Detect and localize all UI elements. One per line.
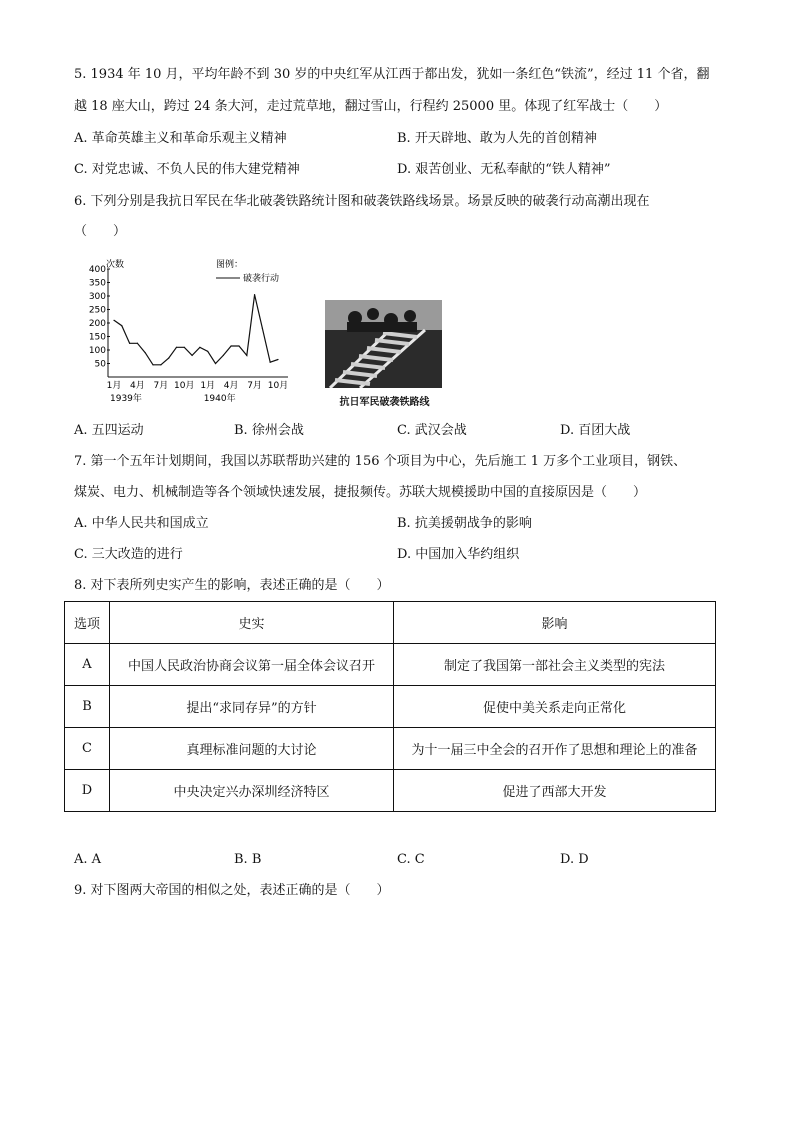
series-point bbox=[121, 325, 122, 326]
q7-option-a: A. 中华人民共和国成立 bbox=[74, 516, 209, 531]
table-cell-impact: 促进了西部大开发 bbox=[394, 770, 716, 812]
y-tick-label: 150 bbox=[88, 332, 106, 343]
y-tick-labels bbox=[89, 265, 110, 370]
series-point bbox=[176, 347, 177, 348]
q5-option-c: C. 对党忠诚、不负人民的伟大建党精神 bbox=[74, 162, 300, 177]
q6-option-d: D. 百团大战 bbox=[560, 423, 631, 438]
q6-stem-line2: （ ） bbox=[74, 224, 127, 239]
series-point bbox=[129, 343, 130, 344]
table-header-option: 选项 bbox=[65, 602, 110, 644]
table-cell-fact: 中央决定兴办深圳经济特区 bbox=[110, 770, 394, 812]
table-header-impact: 影响 bbox=[394, 602, 716, 644]
year-label: 1940年 bbox=[203, 394, 236, 404]
q9-stem: 9. 对下图两大帝国的相似之处，表述正确的是（ ） bbox=[74, 883, 390, 898]
q6-option-c: C. 武汉会战 bbox=[397, 423, 467, 438]
photo-illustration bbox=[325, 300, 442, 388]
table-row bbox=[65, 686, 716, 728]
series-point bbox=[215, 363, 216, 364]
y-tick-label: 50 bbox=[94, 359, 106, 370]
table-cell-fact: 提出“求同存异”的方针 bbox=[110, 686, 394, 728]
railway-sabotage-photo bbox=[325, 300, 442, 388]
x-tick-label: 1月 bbox=[200, 381, 216, 391]
series-point bbox=[168, 358, 169, 359]
series-point bbox=[184, 347, 185, 348]
series-point bbox=[231, 345, 232, 346]
y-tick-label: 400 bbox=[88, 265, 106, 275]
y-tick-label: 200 bbox=[88, 319, 106, 329]
q7-option-d: D. 中国加入华约组织 bbox=[397, 547, 520, 562]
table-row bbox=[65, 728, 716, 770]
series-point bbox=[199, 347, 200, 348]
x-tick-label: 4月 bbox=[130, 381, 145, 391]
series-point bbox=[238, 345, 239, 346]
q8-option-a: A. A bbox=[74, 852, 102, 867]
series-point bbox=[160, 364, 161, 365]
series-point bbox=[207, 351, 208, 352]
table-cell-impact: 为十一届三中全会的召开作了思想和理论上的准备 bbox=[394, 728, 716, 770]
q7-stem-line2: 煤炭、电力、机械制造等各个领域快速发展，捷报频传。苏联大规模援助中国的直接原因是（ ） bbox=[74, 485, 647, 500]
series-point bbox=[191, 355, 192, 356]
x-tick-label: 1月 bbox=[106, 381, 122, 391]
x-tick-label: 10月 bbox=[267, 381, 289, 391]
table-cell-impact: 制定了我国第一部社会主义类型的宪法 bbox=[394, 644, 716, 686]
y-tick-label: 300 bbox=[88, 292, 106, 302]
series-point bbox=[254, 294, 255, 295]
raid-statistics-chart bbox=[88, 255, 298, 415]
series-point bbox=[277, 359, 278, 360]
series-point bbox=[223, 355, 224, 356]
series-point bbox=[246, 355, 247, 356]
y-tick-label: 100 bbox=[88, 346, 106, 356]
year-labels bbox=[110, 392, 236, 404]
table-cell-option: C bbox=[65, 728, 110, 770]
q5-stem-line2: 越 18 座大山，跨过 24 条大河，走过荒草地，翻过雪山，行程约 25000 里。体现了红军战士（ ） bbox=[74, 99, 668, 114]
table-header-row bbox=[65, 602, 716, 644]
legend-title: 图例： bbox=[216, 260, 244, 270]
table-cell-fact: 真理标准问题的大讨论 bbox=[110, 728, 394, 770]
q8-stem: 8. 对下表所列史实产生的影响，表述正确的是（ ） bbox=[74, 578, 390, 593]
q6-option-a: A. 五四运动 bbox=[74, 423, 144, 438]
y-tick-label: 250 bbox=[88, 305, 106, 316]
table-row bbox=[65, 644, 716, 686]
x-tick-labels bbox=[107, 380, 289, 391]
series-point bbox=[145, 352, 146, 353]
table-cell-option: D bbox=[65, 770, 110, 812]
y-axis-label: 次数 bbox=[106, 260, 125, 270]
legend-label: 破袭行动 bbox=[243, 274, 280, 284]
x-tick-label: 7月 bbox=[247, 381, 262, 391]
x-tick-label: 7月 bbox=[153, 381, 169, 391]
q7-option-c: C. 三大改造的进行 bbox=[74, 547, 183, 562]
table-cell-option: B bbox=[65, 686, 110, 728]
table-cell-option: A bbox=[65, 644, 110, 686]
table-header-fact: 史实 bbox=[110, 602, 394, 644]
series-point bbox=[270, 362, 271, 363]
q8-option-d: D. D bbox=[560, 852, 589, 867]
table-cell-fact: 中国人民政治协商会议第一届全体会议召开 bbox=[110, 644, 394, 686]
y-tick-label: 350 bbox=[88, 278, 106, 289]
q5-option-b: B. 开天辟地、敢为人先的首创精神 bbox=[397, 131, 597, 146]
series-point bbox=[137, 343, 138, 344]
q7-stem-line1: 7. 第一个五年计划期间，我国以苏联帮助兴建的 156 个项目为中心，先后施工 1 万多个工业项目，钢铁、 bbox=[74, 454, 687, 469]
line-chart-svg bbox=[88, 255, 298, 415]
q8-option-c: C. C bbox=[397, 852, 425, 867]
series-point bbox=[152, 364, 153, 365]
q5-option-d: D. 艰苦创业、无私奉献的“铁人精神” bbox=[397, 162, 611, 177]
q6-option-b: B. 徐州会战 bbox=[234, 423, 304, 438]
x-tick-label: 4月 bbox=[223, 381, 239, 391]
year-label: 1939年 bbox=[110, 394, 142, 404]
q6-stem-line1: 6. 下列分别是我抗日军民在华北破袭铁路统计图和破袭铁路线场景。场景反映的破袭行动高潮出现在 bbox=[74, 194, 650, 209]
history-facts-table bbox=[64, 601, 716, 812]
series-point bbox=[113, 320, 114, 321]
q8-option-b: B. B bbox=[234, 852, 262, 867]
photo-caption: 抗日军民破袭铁路线 bbox=[339, 397, 430, 408]
table-cell-impact: 促使中美关系走向正常化 bbox=[394, 686, 716, 728]
series-point bbox=[262, 328, 263, 329]
q7-option-b: B. 抗美援朝战争的影响 bbox=[397, 516, 532, 531]
x-tick-label: 10月 bbox=[174, 381, 195, 391]
series-line-raids bbox=[114, 295, 278, 365]
q5-option-a: A. 革命英雄主义和革命乐观主义精神 bbox=[74, 131, 287, 146]
q5-stem-line1: 5. 1934 年 10 月，平均年龄不到 30 岁的中央红军从江西于都出发，犹如一条红色“铁流”，经过 11 个省，翻 bbox=[74, 67, 710, 82]
table-row bbox=[65, 770, 716, 812]
